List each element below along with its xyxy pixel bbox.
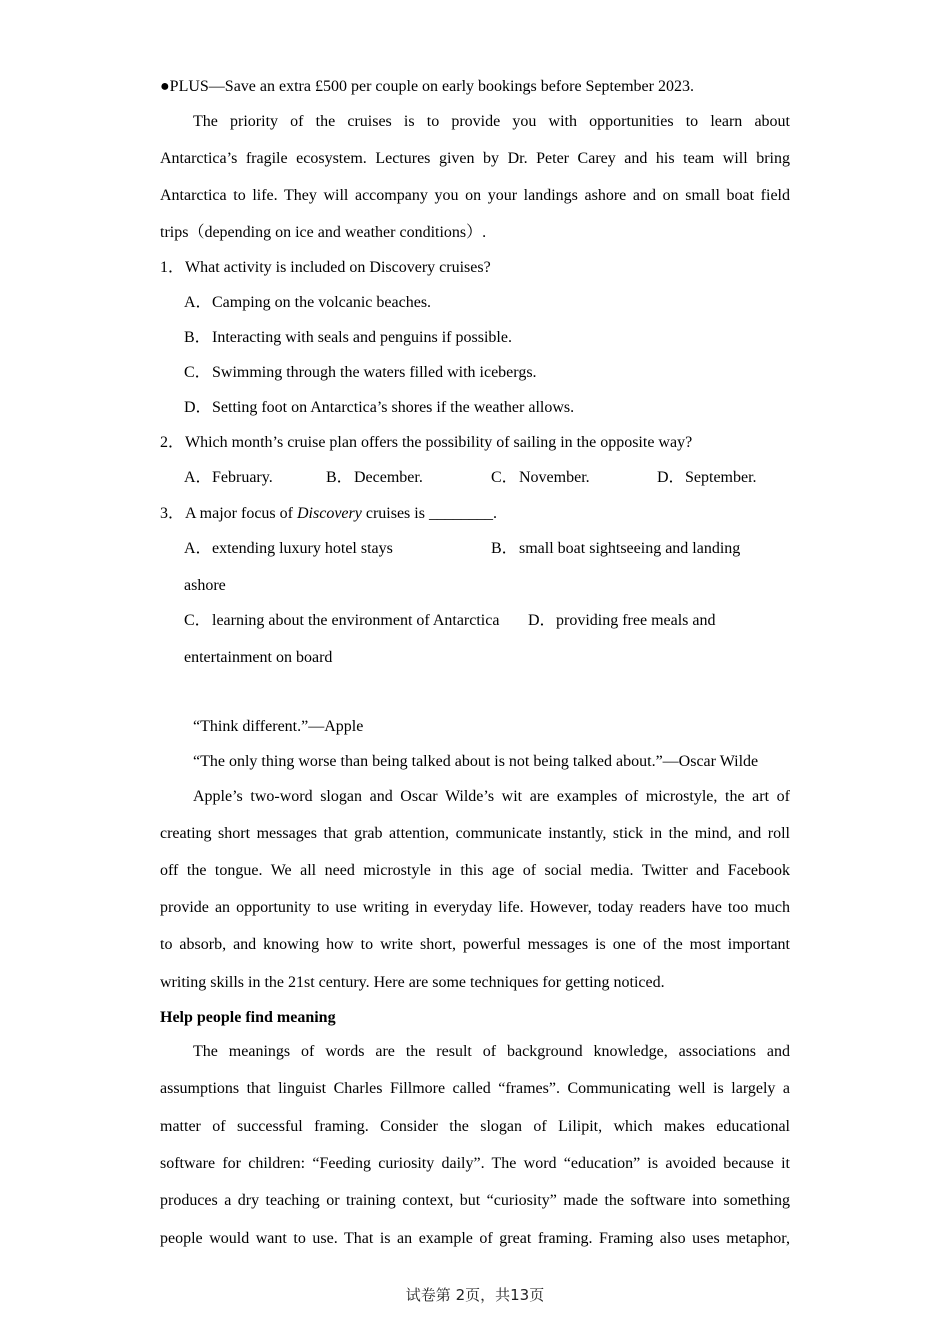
q3-option-b[interactable] [491,539,740,559]
question-text-italic: Discovery [296,505,362,522]
section-heading: Help people find meaning [160,1009,336,1026]
q3-option-a[interactable] [184,539,393,559]
q2-option-b[interactable] [326,468,423,488]
paragraph-line: off the tongue. We all need microstyle in this age of social media. Twitter and Facebook [160,862,790,879]
q3-options-row-2 [160,611,790,631]
q3-options-row-1 [160,539,790,559]
q2-options-row [160,468,790,488]
question-2 [160,433,692,453]
option-label: C． [184,612,211,629]
option-label: C． [491,469,518,486]
question-text-before: A major focus of [185,505,297,522]
paragraph-line: Apple’s two-word slogan and Oscar Wilde’s wit are examples of microstyle, the art of [193,788,790,805]
q2-option-d[interactable] [657,468,757,488]
option-label: C． [184,364,211,381]
option-text: Setting foot on Antarctica’s shores if the weather allows. [212,399,575,416]
option-text: November. [519,469,590,486]
question-number: 3． [160,505,185,522]
option-label: B． [326,469,353,486]
question-number: 1． [160,259,185,276]
paragraph-line: provide an opportunity to use writing in everyday life. However, today readers have too much [160,899,790,916]
quote-oscar-wilde: “The only thing worse than being talked about is not being talked about.”—Oscar Wilde [193,753,759,770]
paragraph-line: people would want to use. That is an example of great framing. Framing also uses metaphor, [160,1230,790,1247]
option-label: B． [184,329,211,346]
paragraph-line: The meanings of words are the result of background knowledge, associations and [193,1043,790,1060]
question-text-after: cruises is ________. [361,505,497,522]
option-text: Interacting with seals and penguins if possible. [212,329,512,346]
q1-option-a[interactable] [184,293,431,313]
option-text: Camping on the volcanic beaches. [212,294,432,311]
option-label: D． [184,399,212,416]
q3-option-c[interactable] [184,611,499,631]
q1-option-d[interactable] [184,398,574,418]
q3-option-d-continued: entertainment on board [184,649,333,666]
paragraph-line: software for children: “Feeding curiosity daily”. The word “education” is avoided because it [160,1155,790,1172]
option-text: September. [685,469,757,486]
bullet-plus-offer: ●PLUS—Save an extra £500 per couple on early bookings before September 2023. [160,78,694,95]
q2-option-a[interactable] [184,468,273,488]
paragraph-line: creating short messages that grab attention, communicate instantly, stick in the mind, and roll [160,825,790,842]
option-label: D． [528,612,556,629]
paragraph-line: trips（depending on ice and weather conditions）. [160,224,487,241]
paragraph-line: to absorb, and knowing how to write short, powerful messages is one of the most important [160,936,790,953]
question-1 [160,258,491,278]
option-text: February. [212,469,273,486]
option-label: D． [657,469,685,486]
option-label: A． [184,469,212,486]
question-3 [160,504,497,524]
question-text: What activity is included on Discovery cruises? [185,259,491,276]
option-text: small boat sightseeing and landing [519,540,741,557]
q3-option-b-continued: ashore [184,577,226,594]
paragraph-line: produces a dry teaching or training context, but “curiosity” made the software into something [160,1192,790,1209]
option-label: A． [184,294,212,311]
option-text: learning about the environment of Antarctica [212,612,500,629]
q2-option-c[interactable] [491,468,590,488]
paragraph-line: The priority of the cruises is to provide you with opportunities to learn about [193,113,790,130]
question-number: 2． [160,434,185,451]
q1-option-c[interactable] [184,363,537,383]
q1-option-b[interactable] [184,328,512,348]
option-text: Swimming through the waters filled with icebergs. [212,364,537,381]
question-text: Which month’s cruise plan offers the possibility of sailing in the opposite way? [185,434,693,451]
q3-option-d[interactable] [528,611,716,631]
option-label: A． [184,540,212,557]
paragraph-line: Antarctica’s fragile ecosystem. Lectures given by Dr. Peter Carey and his team will bring [160,150,790,167]
paragraph-line: assumptions that linguist Charles Fillmore called “frames”. Communicating well is largely a [160,1080,790,1097]
option-text: providing free meals and [556,612,716,629]
paragraph-line: Antarctica to life. They will accompany you on your landings ashore and on small boat field [160,187,790,204]
quote-apple: “Think different.”—Apple [193,718,364,735]
option-text: extending luxury hotel stays [212,540,393,557]
paragraph-line: matter of successful framing. Consider the slogan of Lilipit, which makes educational [160,1118,790,1135]
option-label: B． [491,540,518,557]
option-text: December. [354,469,423,486]
paragraph-line: writing skills in the 21st century. Here are some techniques for getting noticed. [160,974,665,991]
page-indicator: 试卷第 2页，共13页 [405,1286,545,1304]
